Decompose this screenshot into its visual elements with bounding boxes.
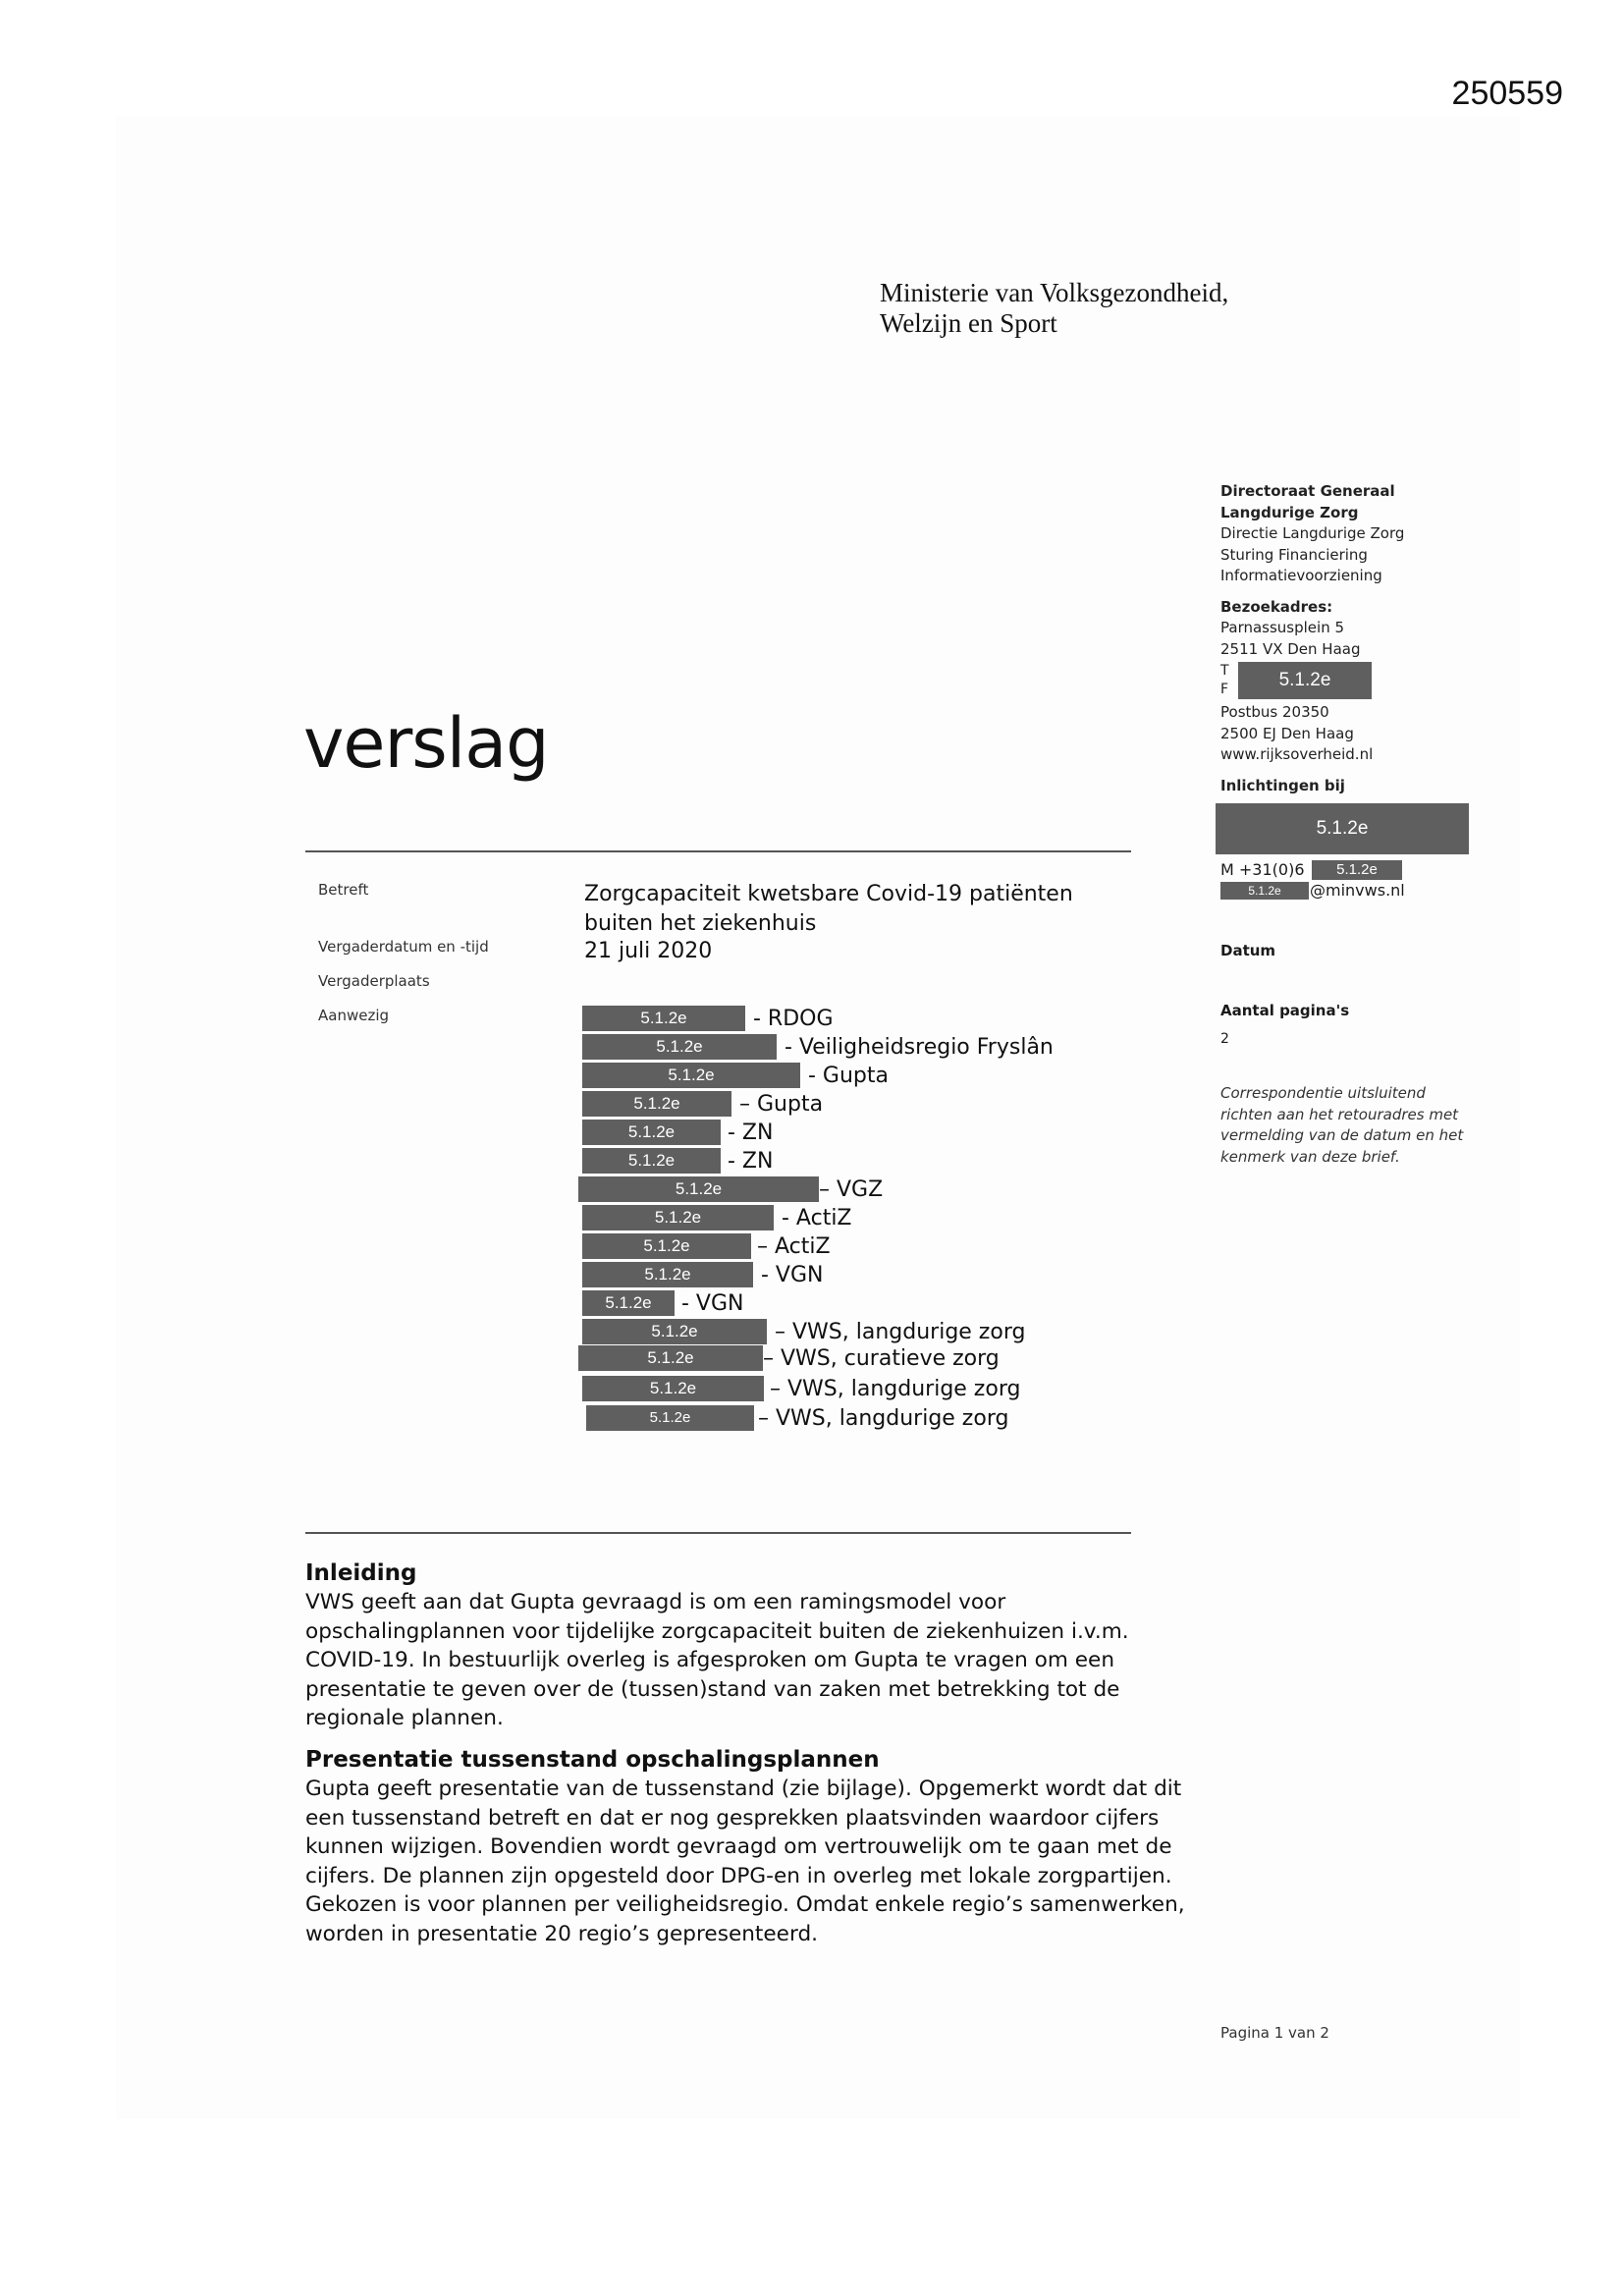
- betreft-line-2: buiten het ziekenhuis: [584, 911, 817, 936]
- aanwezig-label: Aanwezig: [318, 1007, 390, 1024]
- presentation-section: [305, 1745, 1189, 1948]
- attendee-org: – ActiZ: [757, 1234, 831, 1259]
- attendee-redaction: 5.1.2e: [582, 1006, 745, 1031]
- sidebar-address-block: [1220, 481, 1486, 796]
- attendee-org: – VGZ: [819, 1177, 884, 1202]
- ministry-line-2: Welzijn en Sport: [880, 308, 1057, 338]
- phone-fax-redaction: 5.1.2e: [1238, 662, 1372, 699]
- attendee-redaction: 5.1.2e: [582, 1319, 767, 1344]
- attendee-org: – VWS, langdurige zorg: [775, 1320, 1026, 1344]
- attendee-org: - RDOG: [753, 1007, 834, 1031]
- betreft-label: Betreft: [318, 881, 369, 899]
- ministry-header: [880, 278, 1228, 339]
- top-divider: [305, 850, 1131, 852]
- page-number: Pagina 1 van 2: [1220, 2024, 1329, 2042]
- dg-line-2: Langdurige Zorg: [1220, 503, 1359, 521]
- presentation-heading: Presentatie tussenstand opschalingsplannen: [305, 1747, 880, 1773]
- intro-line: VWS geeft aan dat Gupta gevraagd is om een ramingsmodel voor: [305, 1590, 1006, 1614]
- postbus-city: 2500 EJ Den Haag: [1220, 724, 1354, 742]
- attendee-redaction: 5.1.2e: [582, 1148, 721, 1174]
- document-title: verslag: [303, 703, 549, 784]
- pages-label: Aantal pagina's: [1220, 1002, 1350, 1019]
- attendee-org: – VWS, curatieve zorg: [763, 1346, 1000, 1371]
- dg-line-1: Directoraat Generaal: [1220, 482, 1395, 500]
- presentation-line: kunnen wijzigen. Bovendien wordt gevraagd om vertrouwelijk om te gaan met de: [305, 1834, 1172, 1859]
- presentation-line: Gekozen is voor plannen per veiligheidsregio. Omdat enkele regio’s samenwerken,: [305, 1892, 1185, 1917]
- mobile-redaction: 5.1.2e: [1312, 860, 1402, 880]
- attendee-redaction: 5.1.2e: [582, 1233, 751, 1259]
- intro-line: COVID-19. In bestuurlijk overleg is afgesproken om Gupta te vragen om een: [305, 1648, 1115, 1672]
- attendee-redaction: 5.1.2e: [582, 1205, 774, 1230]
- attendee-org: – Gupta: [739, 1092, 824, 1117]
- postbus: Postbus 20350: [1220, 703, 1329, 721]
- attendee-org: - VGN: [681, 1291, 744, 1316]
- info-label: Inlichtingen bij: [1220, 776, 1345, 794]
- intro-line: presentatie te geven over de (tussen)stand van zaken met betrekking tot de: [305, 1676, 1120, 1702]
- attendee-redaction: 5.1.2e: [582, 1120, 721, 1145]
- attendee-redaction: 5.1.2e: [582, 1034, 777, 1060]
- vergaderdatum-value: 21 juli 2020: [584, 939, 713, 963]
- betreft-line-1: Zorgcapaciteit kwetsbare Covid-19 patiënten: [584, 882, 1073, 906]
- vergaderplaats-label: Vergaderplaats: [318, 972, 430, 990]
- attendee-org: - Gupta: [808, 1064, 889, 1088]
- directie-line-3: Informatievoorziening: [1220, 567, 1382, 584]
- intro-line: regionale plannen.: [305, 1706, 504, 1730]
- betreft-value: [584, 880, 1073, 939]
- email-suffix: @minvws.nl: [1310, 881, 1405, 900]
- document-number: 250559: [1451, 75, 1563, 112]
- presentation-line: cijfers. De plannen zijn opgesteld door DPG-en in overleg met lokale zorgpartijen.: [305, 1863, 1172, 1888]
- presentation-line: worden in presentatie 20 regio’s gepresenteerd.: [305, 1921, 819, 1946]
- contact-redaction: 5.1.2e: [1216, 803, 1469, 854]
- ministry-line-1: Ministerie van Volksgezondheid,: [880, 278, 1229, 307]
- phone-fax-block: [1220, 660, 1486, 702]
- correspondence-note: Correspondentie uitsluitend richten aan het retouradres met vermelding van de datum en het kenmerk van deze brief.: [1220, 1084, 1464, 1166]
- attendee-redaction: 5.1.2e: [582, 1290, 675, 1316]
- attendee-org: - ZN: [728, 1149, 774, 1174]
- website: www.rijksoverheid.nl: [1220, 745, 1374, 763]
- attendee-org: - ZN: [728, 1121, 774, 1145]
- attendee-redaction: 5.1.2e: [582, 1063, 800, 1088]
- attendee-org: - Veiligheidsregio Fryslân: [785, 1035, 1054, 1060]
- visit-city: 2511 VX Den Haag: [1220, 639, 1361, 658]
- intro-section: [305, 1558, 1189, 1733]
- email-redaction: 5.1.2e: [1220, 882, 1309, 900]
- f-label: F: [1220, 682, 1229, 697]
- directie-line-2: Sturing Financiering: [1220, 545, 1368, 564]
- attendee-org: - ActiZ: [782, 1206, 852, 1230]
- attendee-redaction: 5.1.2e: [582, 1376, 764, 1401]
- mobile-prefix: M +31(0)6: [1220, 860, 1305, 879]
- pages-value: 2: [1220, 1031, 1229, 1047]
- intro-line: opschalingplannen voor tijdelijke zorgcapaciteit buiten de ziekenhuizen i.v.m.: [305, 1618, 1129, 1644]
- t-label: T: [1220, 663, 1229, 679]
- directie-line-1: Directie Langdurige Zorg: [1220, 524, 1405, 542]
- attendee-redaction: 5.1.2e: [586, 1405, 754, 1431]
- visit-street: Parnassusplein 5: [1220, 619, 1345, 636]
- attendee-redaction: 5.1.2e: [582, 1262, 753, 1287]
- presentation-line: Gupta geeft presentatie van de tussenstand (zie bijlage). Opgemerkt wordt dat dit: [305, 1777, 1182, 1801]
- attendee-redaction: 5.1.2e: [582, 1091, 731, 1117]
- attendee-redaction: 5.1.2e: [578, 1345, 763, 1371]
- attendee-redaction: 5.1.2e: [578, 1176, 819, 1202]
- bottom-divider: [305, 1532, 1131, 1534]
- intro-heading: Inleiding: [305, 1560, 417, 1586]
- vergaderdatum-label: Vergaderdatum en -tijd: [318, 938, 489, 956]
- visit-address-label: Bezoekadres:: [1220, 597, 1333, 616]
- attendee-org: – VWS, langdurige zorg: [770, 1377, 1021, 1401]
- presentation-line: een tussenstand betreft en dat er nog gesprekken plaatsvinden waardoor cijfers: [305, 1805, 1160, 1831]
- attendee-org: – VWS, langdurige zorg: [758, 1406, 1009, 1431]
- attendee-org: - VGN: [761, 1263, 824, 1287]
- datum-label: Datum: [1220, 942, 1276, 959]
